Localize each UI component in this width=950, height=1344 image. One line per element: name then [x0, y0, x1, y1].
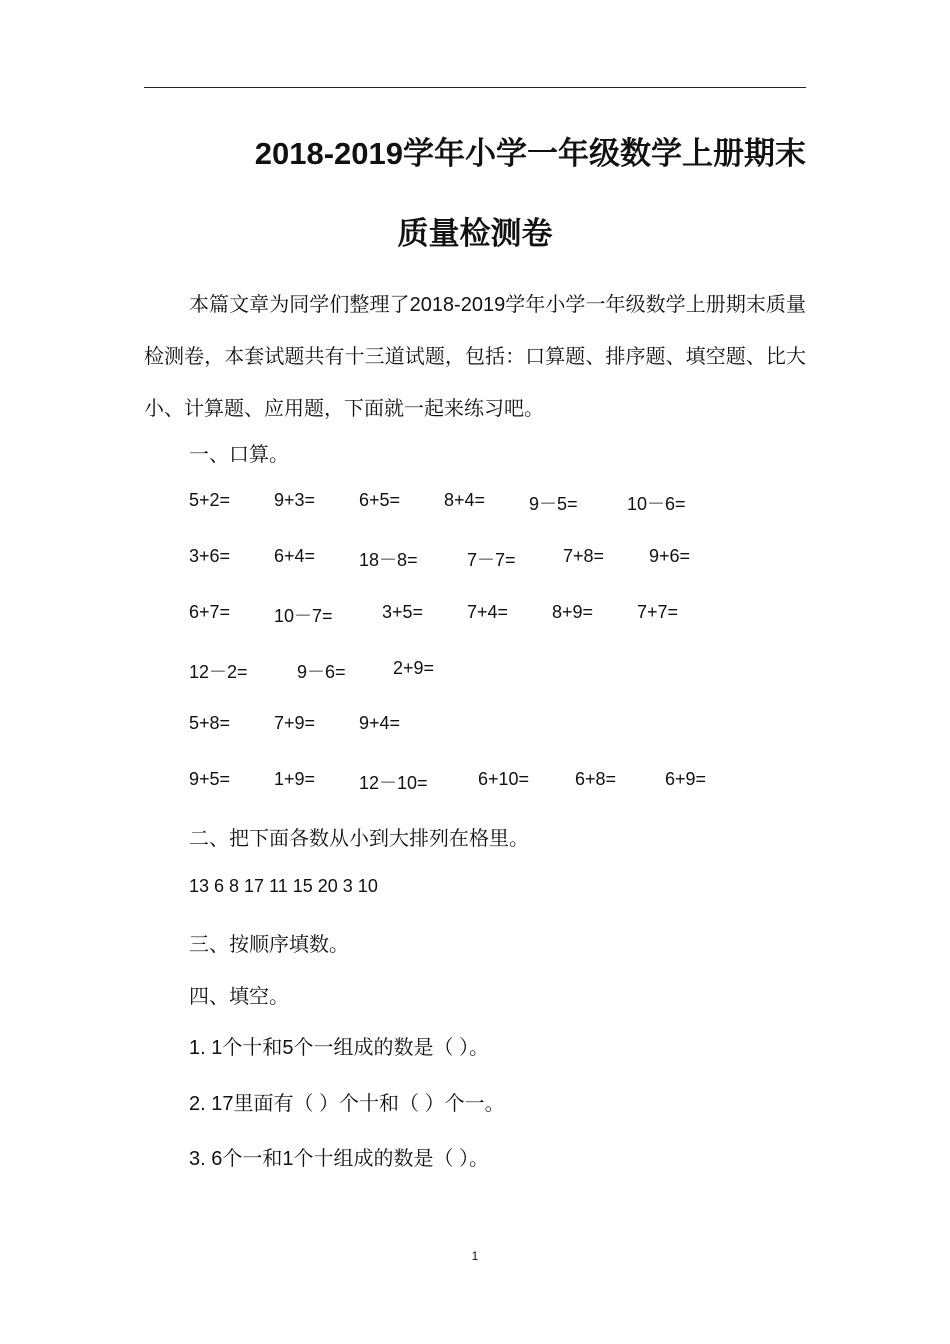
arithmetic-problem: 7+4= [467, 602, 509, 622]
arithmetic-problem: 8+9= [552, 602, 594, 622]
numbers-to-sort: 13 6 8 17 11 15 20 3 10 [189, 876, 378, 896]
arithmetic-problem: 5+2= [189, 490, 231, 510]
intro-paragraph: 本篇文章为同学们整理了2018-2019学年小学一年级数学上册期末质量检测卷，本套试题共有十三道试题，包括：口算题、排序题、填空题、比大小、计算题、应用题，下面就一起来练习吧。 [144, 294, 806, 420]
arithmetic-problem: 7－7= [467, 550, 516, 570]
section-4-heading: 四、填空。 [189, 986, 289, 1008]
arithmetic-problem: 12－10= [359, 773, 428, 793]
arithmetic-problem: 9－5= [529, 494, 578, 514]
arithmetic-problem: 10－6= [627, 494, 686, 514]
arithmetic-problem: 18－8= [359, 550, 418, 570]
arithmetic-problem: 6+9= [665, 769, 707, 789]
fill-item-3: 3. 6个一和1个十组成的数是（ ）。 [189, 1148, 490, 1170]
arithmetic-problem: 8+4= [444, 490, 486, 510]
arithmetic-problem: 9+4= [359, 713, 401, 733]
section-3-heading: 三、按顺序填数。 [189, 934, 349, 956]
arithmetic-problem: 7+7= [637, 602, 679, 622]
arithmetic-problem: 6+7= [189, 602, 231, 622]
arithmetic-problem: 9+5= [189, 769, 231, 789]
arithmetic-problem: 6+10= [478, 769, 530, 789]
arithmetic-problem: 1+9= [274, 769, 316, 789]
arithmetic-problem: 9－6= [297, 662, 346, 682]
arithmetic-problem: 7+9= [274, 713, 316, 733]
section-2-heading: 二、把下面各数从小到大排列在格里。 [189, 828, 529, 850]
document-title-line-1: 2018-2019学年小学一年级数学上册期末 [254, 136, 806, 171]
arithmetic-problem: 6+8= [575, 769, 617, 789]
page-number: 1 [471, 1249, 479, 1263]
fill-item-2: 2. 17里面有（ ）个十和（ ）个一。 [189, 1093, 505, 1115]
arithmetic-problem: 9+6= [649, 546, 691, 566]
arithmetic-problem: 6+5= [359, 490, 401, 510]
arithmetic-problem: 2+9= [393, 658, 435, 678]
arithmetic-problem: 5+8= [189, 713, 231, 733]
section-1-heading: 一、口算。 [189, 444, 289, 466]
arithmetic-problem: 9+3= [274, 490, 316, 510]
document-title-line-2: 质量检测卷 [397, 216, 553, 251]
arithmetic-problem: 12－2= [189, 662, 248, 682]
fill-item-1: 1. 1个十和5个一组成的数是（ ）。 [189, 1037, 490, 1059]
arithmetic-problem: 3+6= [189, 546, 231, 566]
arithmetic-problem: 3+5= [382, 602, 424, 622]
arithmetic-problem: 6+4= [274, 546, 316, 566]
arithmetic-problem: 7+8= [563, 546, 605, 566]
header-rule [144, 87, 806, 88]
arithmetic-problem: 10－7= [274, 606, 333, 626]
